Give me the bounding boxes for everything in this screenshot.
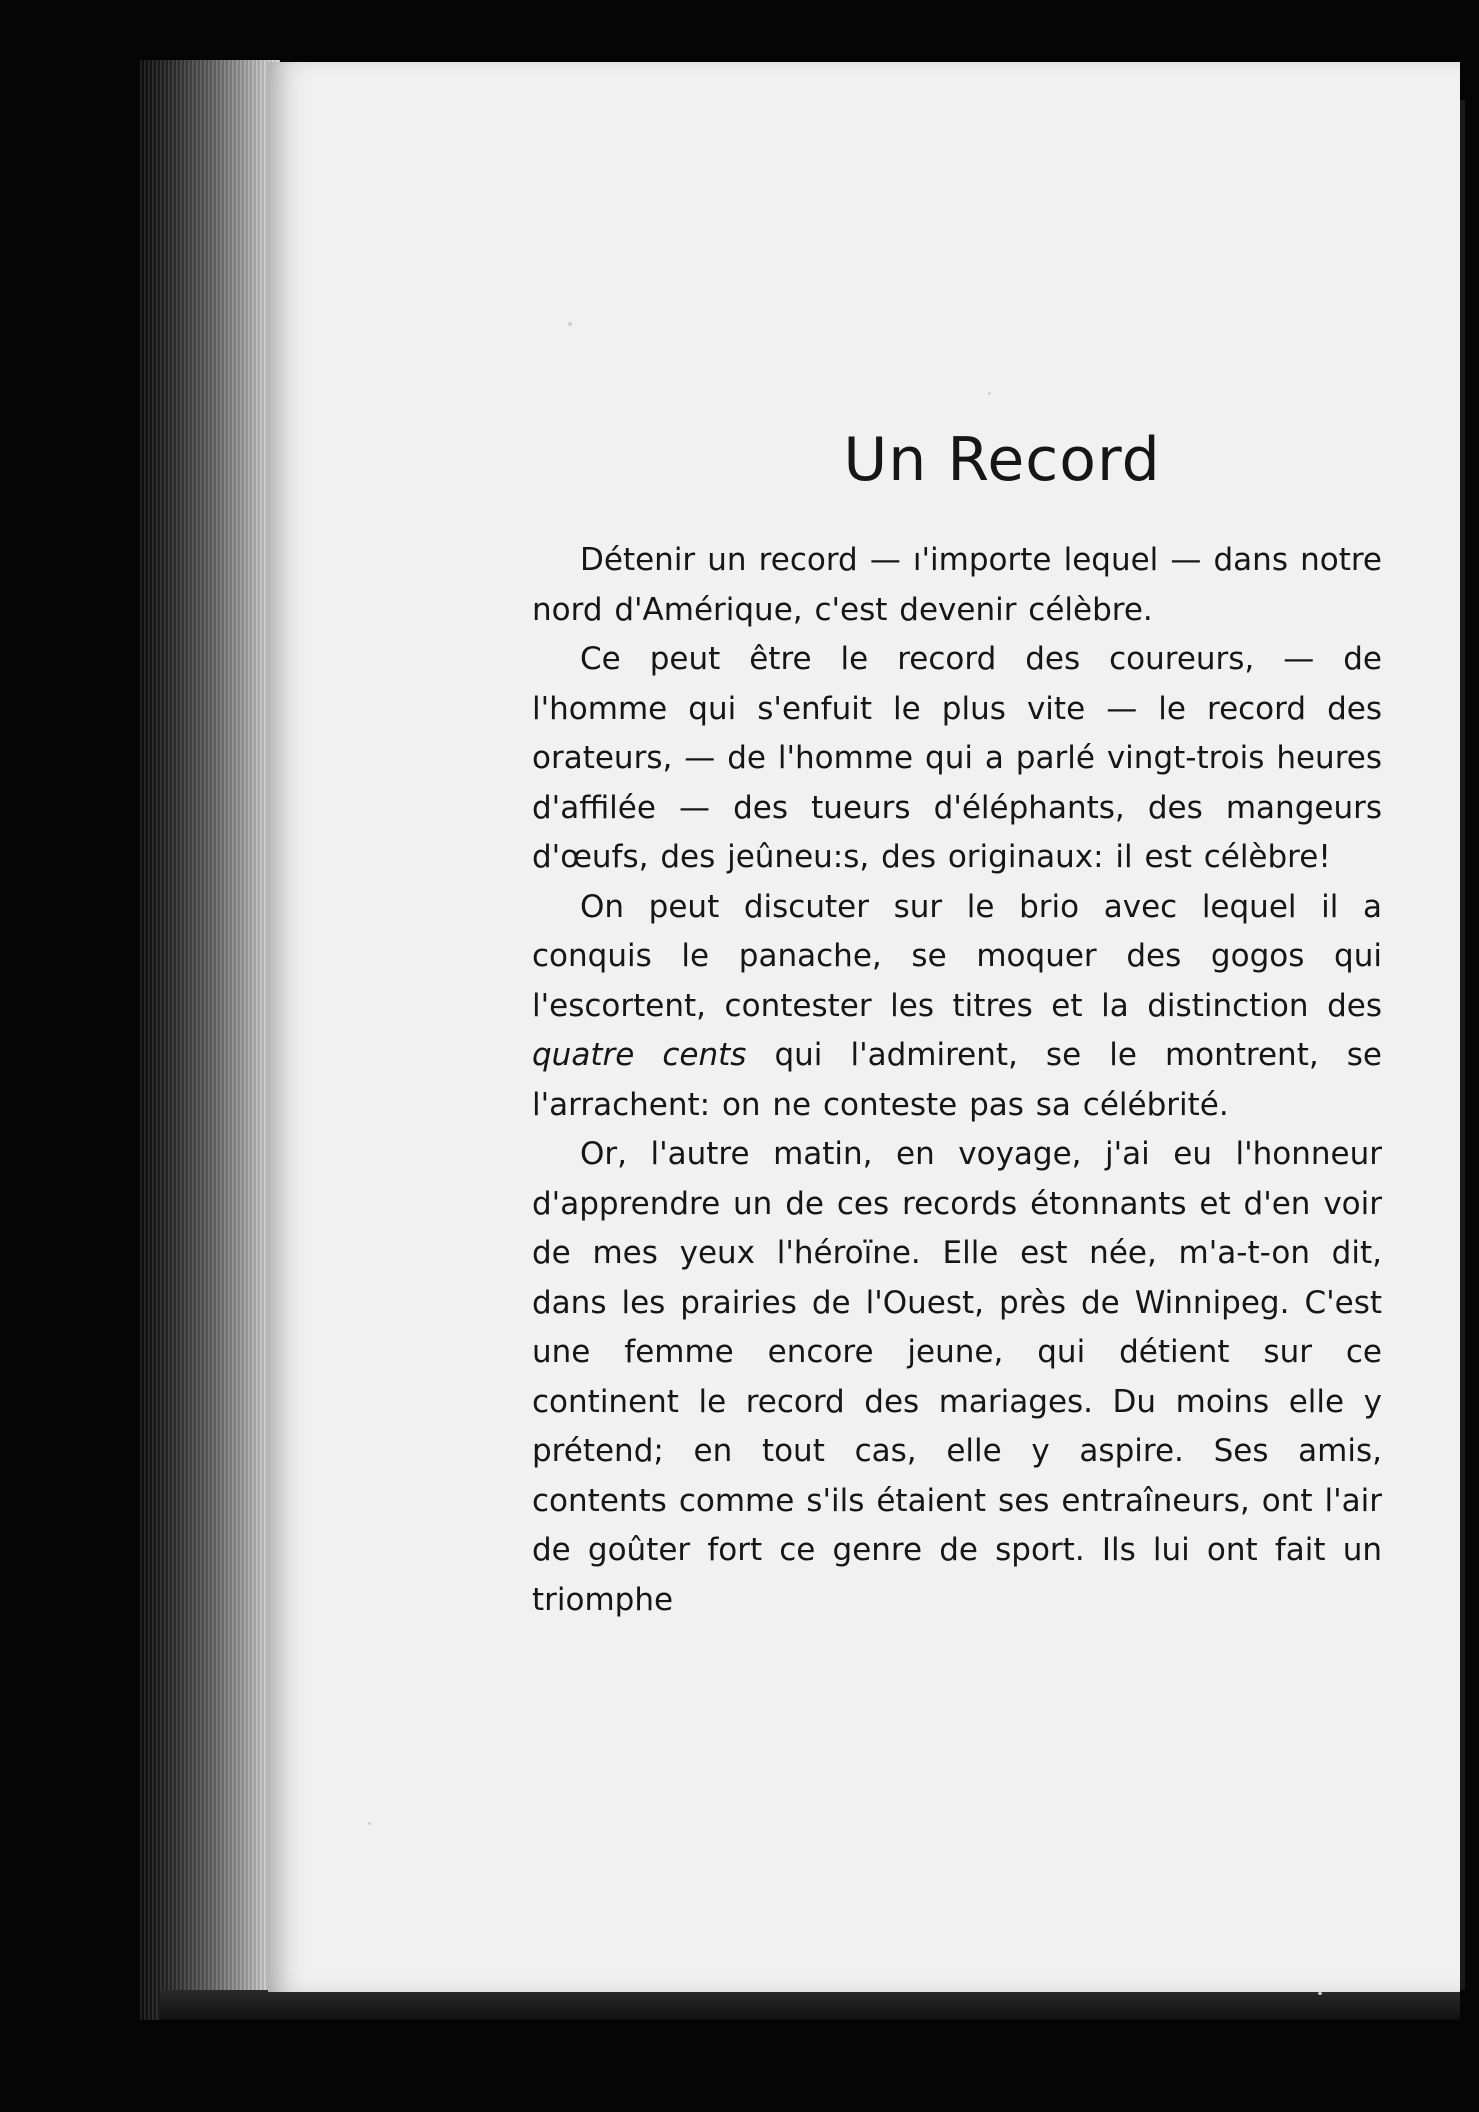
paragraph-4 — [532, 1130, 1382, 1625]
paper-speck — [568, 322, 572, 326]
scan-right-edge — [1460, 100, 1465, 1990]
paragraph-3 — [532, 883, 1382, 1131]
paragraph-2 — [532, 635, 1382, 883]
text-run: Or, l'autre matin, en voyage, j'ai eu l'honneur d'apprendre un de ces records étonnants et d'en voir de mes yeux l'héroïne. Elle est née, m'a-t-on dit, dans les prairies de l'Ouest, près de Winnipeg. C'est une femme encore jeune, qui détient sur ce continent le record des mariages. Du moins elle y prétend; en tout cas, elle y aspire. Ses amis, contents comme s'ils étaient ses entraîneurs, ont l'air de goûter fort ce genre de sport. Ils lui ont fait un triomphe — [532, 1136, 1382, 1618]
page-title: Un Record — [843, 425, 1161, 495]
text-run: On peut discuter sur le brio avec lequel il a conquis le panache, se moquer des gogos qui l'escortent, contester les titres et la distinction des — [532, 888, 1382, 1024]
text-run: Détenir un record — ı'importe lequel — dans notre nord d'Amérique, c'est devenir célèbre. — [532, 542, 1382, 628]
book-page-edges — [140, 60, 280, 2020]
body-text — [532, 536, 1382, 1625]
paragraph-1 — [532, 536, 1382, 635]
book-bottom-edge — [160, 1990, 1460, 2020]
text-run: Ce peut être le record des coureurs, — de l'homme qui s'enfuit le plus vite — le record des orateurs, — de l'homme qui a parlé vingt-trois heures d'affilée — des tueurs d'éléphants, des mangeurs d'œufs, des jeûneu:s, des originaux: il est célèbre! — [532, 641, 1382, 875]
paper-speck — [1318, 1992, 1322, 1995]
text-run: qui l'admirent, se le montrent, se l'arrachent: on ne conteste pas sa célébrité. — [532, 1037, 1382, 1123]
paper-speck — [368, 1822, 371, 1825]
page-text — [532, 420, 1382, 1625]
paper-speck — [988, 392, 991, 395]
italic-text: quatre cents — [532, 1037, 747, 1073]
